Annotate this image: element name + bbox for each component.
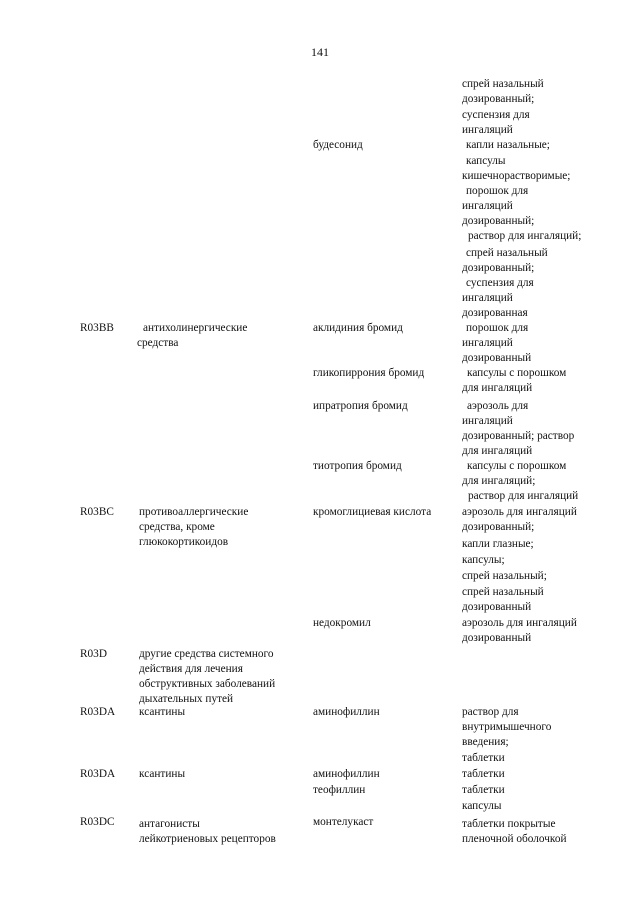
dosage-form-line: дозированный;	[462, 215, 535, 227]
dosage-form-line: дозированный	[462, 601, 532, 613]
atc-code: R03DA	[80, 768, 116, 780]
dosage-form-line: дозированная	[462, 307, 528, 319]
dosage-form-line: спрей назальный;	[462, 570, 547, 582]
dosage-form-line: для ингаляций;	[462, 475, 536, 487]
atc-code: R03DC	[80, 816, 115, 828]
drug-name: гликопиррония бромид	[313, 367, 425, 379]
dosage-form-line: ингаляций	[462, 200, 513, 212]
group-name-line: средства, кроме	[139, 521, 215, 533]
dosage-form-line: суспензия для	[462, 109, 530, 121]
dosage-form-line: кишечнорастворимые;	[462, 170, 571, 182]
dosage-form-line: для ингаляций	[462, 445, 533, 457]
dosage-form-line: спрей назальный	[462, 586, 544, 598]
dosage-form-line: спрей назальный	[462, 78, 544, 90]
group-name-line: обструктивных заболеваний	[139, 678, 276, 690]
drug-name: аклидиния бромид	[313, 322, 403, 334]
dosage-form-line: введения;	[462, 736, 509, 748]
dosage-form-line: порошок для	[466, 322, 529, 334]
group-name-line: другие средства системного	[139, 648, 274, 660]
dosage-form-line: дозированный;	[462, 521, 535, 533]
drug-name: аминофиллин	[313, 768, 380, 780]
dosage-form-line: таблетки	[462, 784, 505, 796]
dosage-form-line: для ингаляций	[462, 382, 533, 394]
dosage-form-line: раствор для ингаляций;	[468, 230, 582, 242]
dosage-form-line: дозированный	[462, 352, 532, 364]
drug-name: будесонид	[313, 139, 363, 151]
dosage-form-line: аэрозоль для ингаляций	[462, 506, 577, 518]
dosage-form-line: ингаляций	[462, 337, 513, 349]
dosage-form-line: пленочной оболочкой	[462, 833, 567, 845]
drug-name: кромоглициевая кислота	[313, 506, 432, 518]
group-name-line: глюкокортикоидов	[139, 536, 229, 548]
atc-code: R03BB	[80, 322, 114, 334]
atc-code: R03D	[80, 648, 107, 660]
dosage-form-line: таблетки	[462, 752, 505, 764]
dosage-form-line: раствор для	[462, 706, 519, 718]
dosage-form-line: капли назальные;	[466, 139, 550, 151]
dosage-form-line: дозированный;	[462, 93, 535, 105]
dosage-form-line: внутримышечного	[462, 721, 552, 733]
dosage-form-line: капсулы	[462, 800, 502, 812]
dosage-form-line: капсулы;	[462, 554, 505, 566]
group-name-line: антихолинергические	[143, 322, 248, 334]
dosage-form-line: ингаляций	[462, 124, 513, 136]
drug-name: теофиллин	[313, 784, 366, 796]
group-name-line: противоаллергические	[139, 506, 249, 518]
dosage-form-line: спрей назальный	[466, 247, 548, 259]
dosage-form-line: аэрозоль для	[467, 400, 529, 412]
drug-name: аминофиллин	[313, 706, 380, 718]
dosage-form-line: капсулы с порошком	[467, 367, 567, 379]
group-name-line: ксантины	[139, 706, 186, 718]
page-number: 141	[311, 45, 329, 59]
dosage-form-line: порошок для	[466, 185, 529, 197]
dosage-form-line: ингаляций	[462, 415, 513, 427]
group-name-line: ксантины	[139, 768, 186, 780]
dosage-form-line: таблетки покрытые	[462, 818, 556, 830]
dosage-form-line: ингаляций	[462, 292, 513, 304]
drug-name: тиотропия бромид	[313, 460, 402, 472]
drug-name: недокромил	[313, 617, 371, 629]
dosage-form-line: капсулы	[466, 155, 506, 167]
drug-name: ипратропия бромид	[313, 400, 408, 412]
drug-name: монтелукаст	[313, 816, 374, 828]
dosage-form-line: дозированный	[462, 632, 532, 644]
dosage-form-line: дозированный;	[462, 262, 535, 274]
dosage-form-line: дозированный; раствор	[462, 430, 575, 442]
dosage-form-line: капсулы с порошком	[467, 460, 567, 472]
group-name-line: антагонисты	[139, 818, 200, 830]
group-name-line: лейкотриеновых рецепторов	[139, 833, 276, 845]
dosage-form-line: суспензия для	[466, 277, 534, 289]
dosage-form-line: аэрозоль для ингаляций	[462, 617, 577, 629]
dosage-form-line: капли глазные;	[462, 538, 534, 550]
group-name-line: действия для лечения	[139, 663, 243, 675]
group-name-line: дыхательных путей	[139, 693, 234, 705]
dosage-form-line: таблетки	[462, 768, 505, 780]
dosage-form-line: раствор для ингаляций	[468, 490, 579, 502]
atc-code: R03BC	[80, 506, 114, 518]
group-name-line: средства	[137, 337, 179, 349]
atc-code: R03DA	[80, 706, 116, 718]
